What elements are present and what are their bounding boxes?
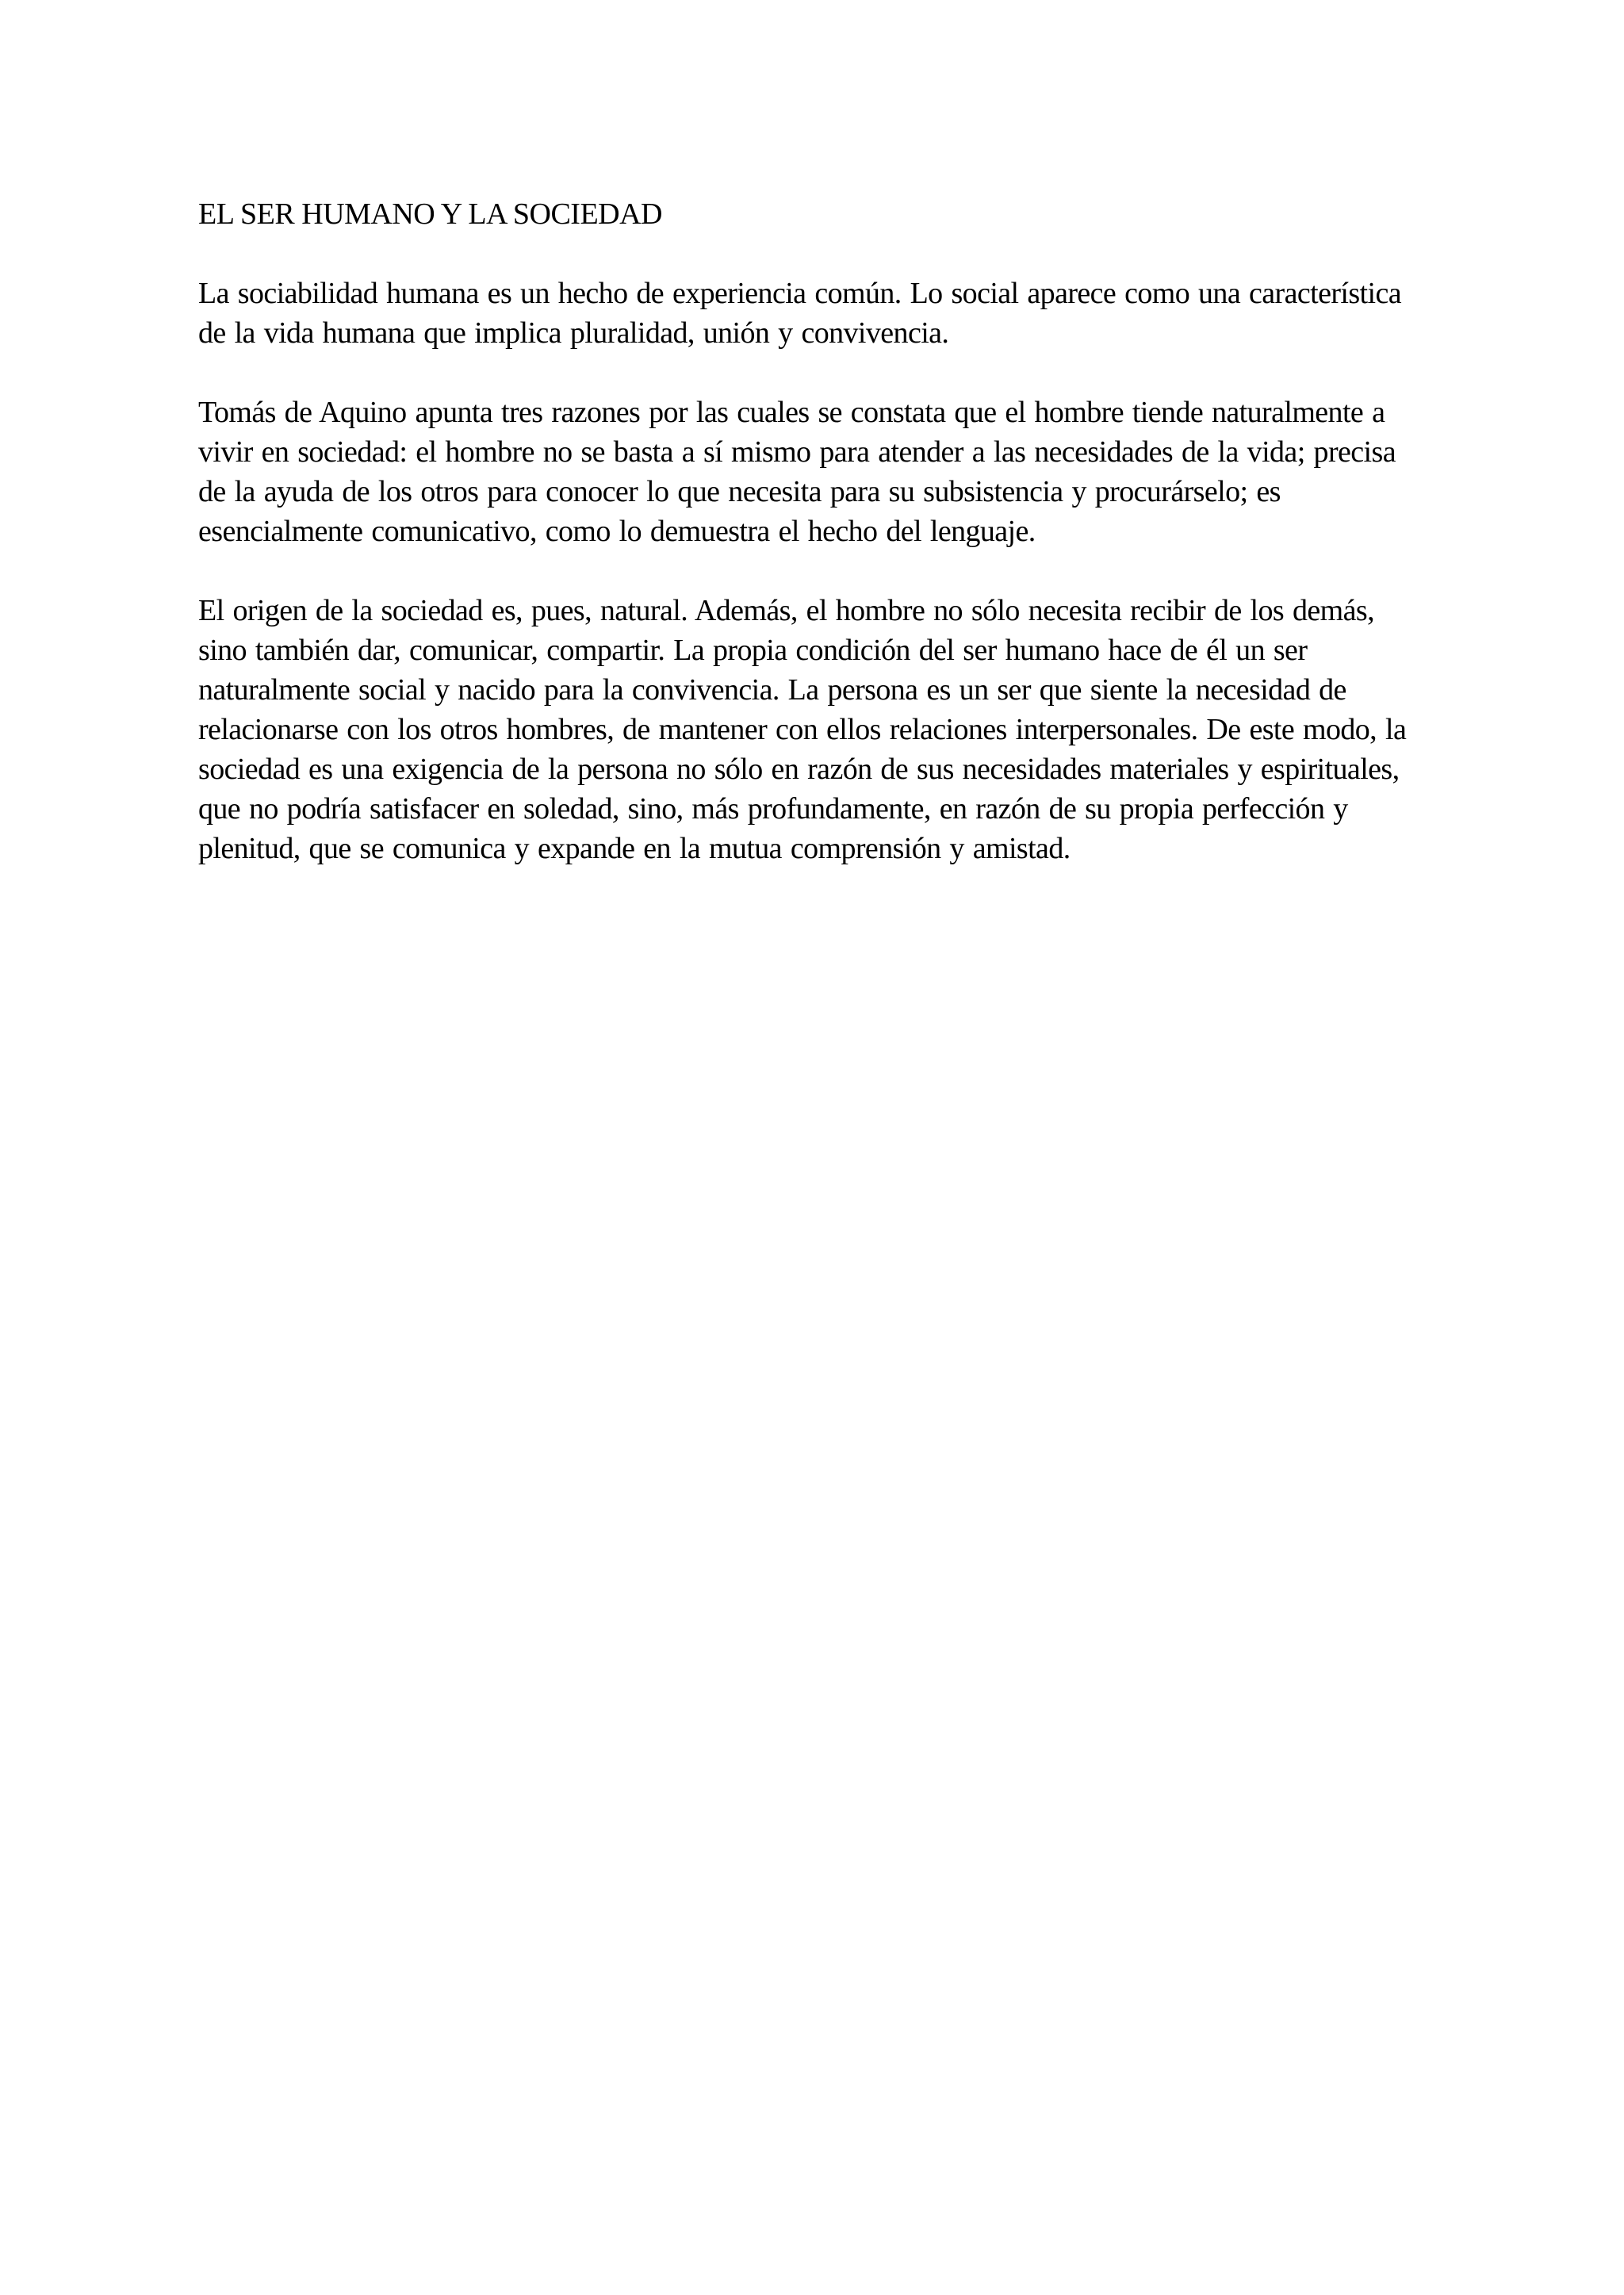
paragraph-line: de la ayuda de los otros para conocer lo que necesita para su subsistencia y procurárselo; es bbox=[198, 475, 1281, 508]
paragraph-line: La sociabilidad humana es un hecho de experiencia común. Lo social aparece como una característica bbox=[198, 277, 1401, 310]
document-body bbox=[198, 194, 1443, 908]
paragraph-line: esencialmente comunicativo, como lo demuestra el hecho del lenguaje. bbox=[198, 515, 1036, 548]
paragraph-1 bbox=[198, 274, 1443, 353]
paragraph-line: Tomás de Aquino apunta tres razones por las cuales se constata que el hombre tiende naturalmente a bbox=[198, 396, 1385, 429]
paragraph-line: sino también dar, comunicar, compartir. La propia condición del ser humano hace de él un ser bbox=[198, 634, 1308, 667]
paragraph-line: El origen de la sociedad es, pues, natural. Además, el hombre no sólo necesita recibir de los demás, bbox=[198, 594, 1374, 627]
paragraph-line: de la vida humana que implica pluralidad, unión y convivencia. bbox=[198, 316, 949, 350]
paragraph-2 bbox=[198, 393, 1443, 551]
paragraph-line: que no podría satisfacer en soledad, sino, más profundamente, en razón de su propia perfección y bbox=[198, 792, 1348, 826]
paragraph-line: plenitud, que se comunica y expande en la mutua comprensión y amistad. bbox=[198, 832, 1071, 865]
paragraph-line: relacionarse con los otros hombres, de mantener con ellos relaciones interpersonales. De este modo, la bbox=[198, 713, 1407, 746]
paragraph-3 bbox=[198, 591, 1443, 868]
paragraph-line: sociedad es una exigencia de la persona no sólo en razón de sus necesidades materiales y espirituales, bbox=[198, 753, 1400, 786]
document-title: EL SER HUMANO Y LA SOCIEDAD bbox=[198, 197, 662, 231]
paragraph-line: naturalmente social y nacido para la convivencia. La persona es un ser que siente la necesidad de bbox=[198, 673, 1346, 707]
paragraph-line: vivir en sociedad: el hombre no se basta a sí mismo para atender a las necesidades de la vida; precisa bbox=[198, 435, 1396, 469]
